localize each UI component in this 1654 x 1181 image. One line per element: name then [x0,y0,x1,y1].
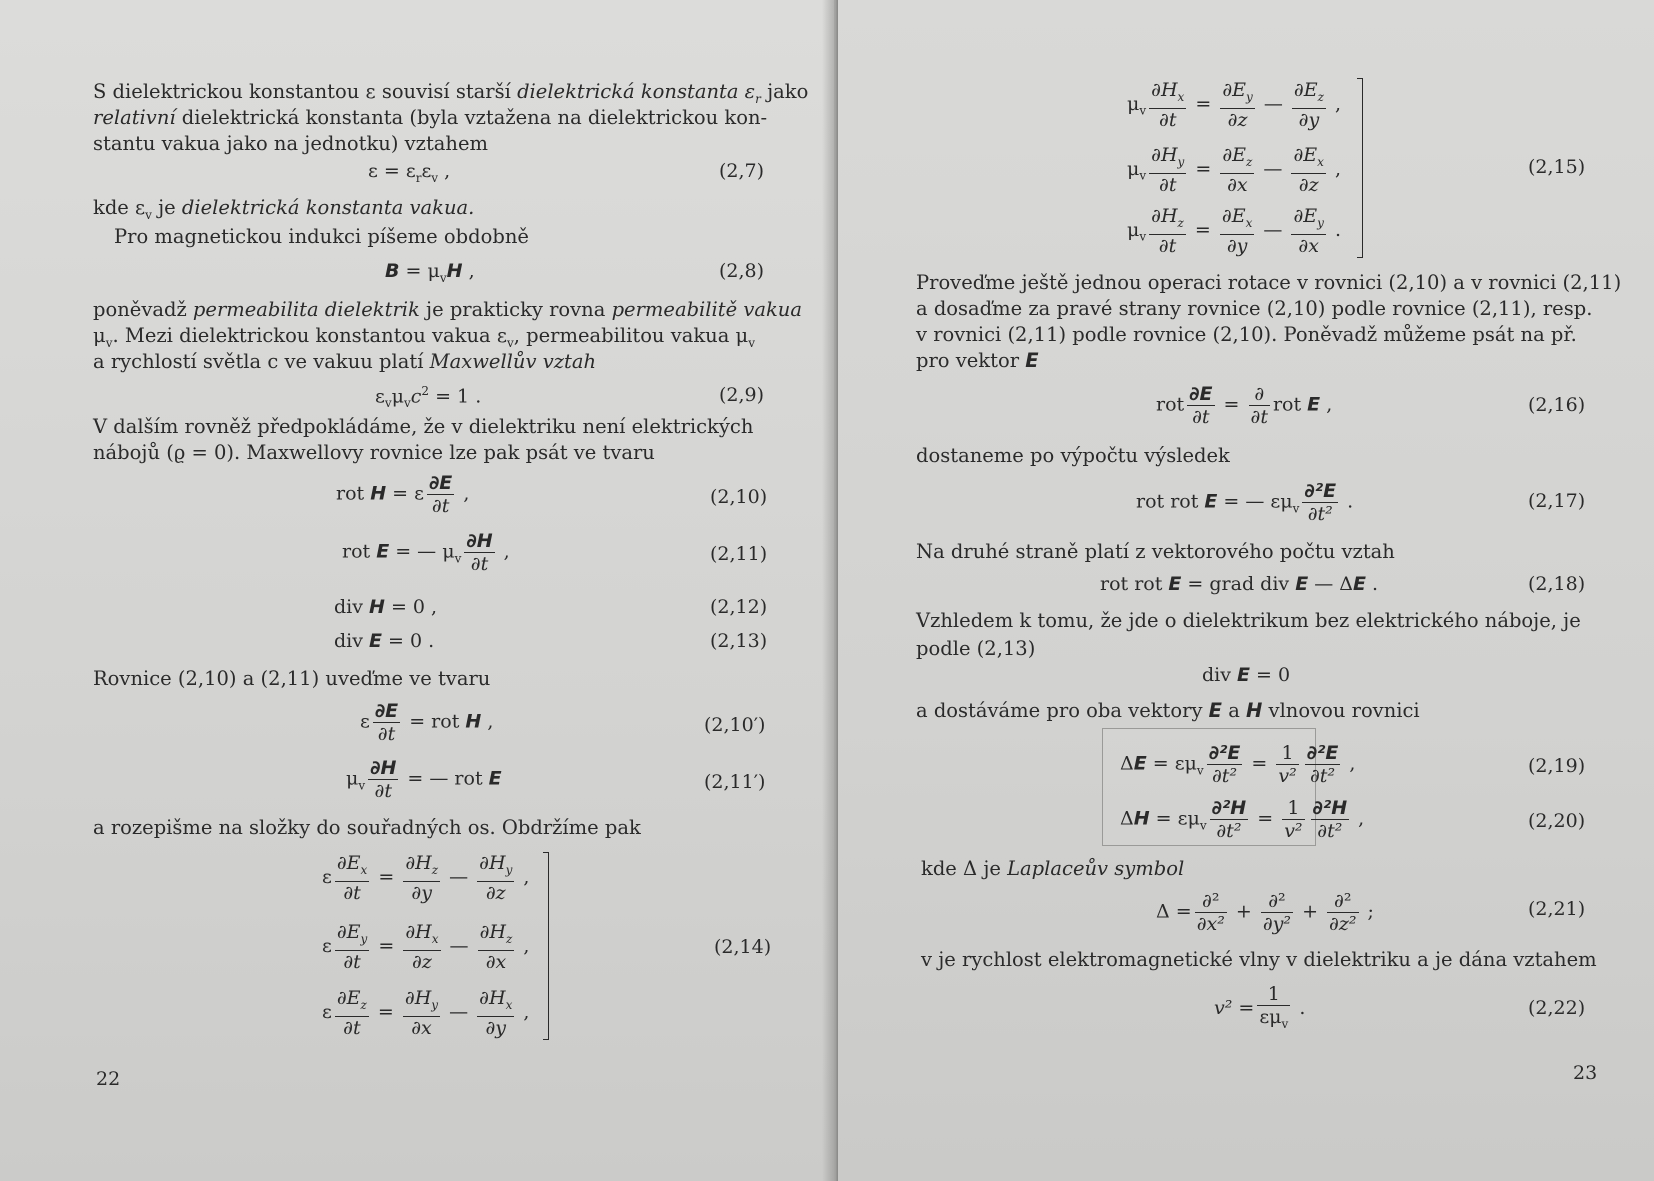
equation-number-2-20: (2,20) [1528,810,1586,832]
right-dostavame-line: a dostáváme pro oba vektory E a H vlnovou rovnici [916,699,1420,722]
fraction: $\frac{\text{∂²H}}{\text{∂t²}}$ [1211,797,1247,842]
fraction: $\frac{\partial E_z}{\partial y}$ [1293,79,1324,131]
equation-number-2-16: (2,16) [1528,394,1586,416]
equation-number-2-18: (2,18) [1528,573,1586,595]
fraction: $\frac{\partial E_y}{\partial x}$ [1293,205,1324,257]
fraction: $\frac{\partial H_y}{\partial z}$ [479,852,513,904]
fraction: $\frac{\partial H_z}{\partial y}$ [405,852,439,904]
left-para1-line3: stantu vakua jako na jednotku) vztahem [93,132,488,155]
equation-2-10-prime: ε $\frac{\partial E}{\partial t}$ = rot H , [360,700,494,745]
equation-number-2-9: (2,9) [719,384,765,406]
right-para2-line1: Vzhledem k tomu, že jde o dielektrikum bez elektrického náboje, je [916,609,1581,632]
fraction: $\frac{\partial H_x}{\partial z}$ [405,921,439,973]
equation-number-2-19: (2,19) [1528,755,1586,777]
equation-2-15-bracket [1360,78,1363,258]
fraction: $\frac{\text{∂²E}}{\text{∂t²}}$ [1304,480,1337,525]
equation-2-15-row-2: $\mu_v$ $\frac{\partial H_y}{\partial t}$ = $\frac{\partial E_z}{\partial x}$ — $\frac{\partial E_x}{\partial z}$ , [1127,144,1342,196]
right-para1-line3: v rovnici (2,11) podle rovnice (2,10). Poněvadž můžeme psát na př. [916,323,1577,346]
equation-2-22: v² = $\frac{1}{\varepsilon\mu_v}$ . [1214,983,1305,1035]
fraction: $\frac{\partial H_z}{\partial t}$ [1151,205,1184,257]
equation-2-11: rot E = — $\mu_v$ $\frac{\partial H}{\partial t}$ , [342,530,510,575]
fraction: $\frac{\partial E_y}{\partial t}$ [336,921,368,973]
equation-number-2-12: (2,12) [710,596,768,618]
equation-number-2-21: (2,21) [1528,898,1586,920]
equation-2-14-row-2: ε $\frac{\partial E_y}{\partial t}$ = $\frac{\partial H_x}{\partial z}$ — $\frac{\partial H_z}{\partial x}$ , [322,921,530,973]
equation-2-18: rot rot E = grad div E — ΔE . [1100,573,1379,595]
equation-2-14-bracket [546,852,549,1040]
right-dostaneme-line: dostaneme po výpočtu výsledek [916,444,1230,467]
fraction: $\frac{\partial E_x}{\partial z}$ [1293,144,1324,196]
fraction: $\frac{\partial E_y}{\partial z}$ [1222,79,1253,131]
right-kde-line: kde Δ je Laplaceův symbol [921,857,1185,880]
fraction: $\frac{\partial E_z}{\partial x}$ [1222,144,1253,196]
left-para3-line1: V dalším rovněž předpokládáme, že v dielektriku není elektrických [93,415,754,438]
equation-2-15-row-1: $\mu_v$ $\frac{\partial H_x}{\partial t}$ = $\frac{\partial E_y}{\partial z}$ — $\frac{\partial E_z}{\partial y}$ , [1127,79,1342,131]
fraction: $\frac{\partial H}{\partial t}$ [370,757,397,802]
fraction: $\frac{\text{∂²}}{\text{∂z²}}$ [1329,890,1357,935]
right-para2-line2: podle (2,13) [916,637,1036,660]
equation-2-7: $\varepsilon = \varepsilon_r\varepsilon_v$ , [368,160,451,185]
equation-number-2-11: (2,11) [710,543,768,565]
equation-number-2-22: (2,22) [1528,997,1586,1019]
equation-number-2-11-prime: (2,11′) [704,771,766,793]
equation-2-17: rot rot E = — $\varepsilon\mu_v$ $\frac{\text{∂²E}}{\text{∂t²}}$ . [1136,480,1354,525]
left-rozepisme-line: a rozepišme na složky do souřadných os. Obdržíme pak [93,816,641,839]
fraction: $\frac{\partial H_x}{\partial t}$ [1151,79,1185,131]
fraction: $\frac{\partial}{\partial t}$ [1250,383,1268,428]
equation-number-2-7: (2,7) [719,160,765,182]
equation-2-12: div H = 0 , [334,596,438,618]
fraction: $\frac{\text{∂²E}}{\text{∂t²}}$ [1208,742,1241,787]
equation-2-21: Δ = $\frac{\text{∂²}}{\text{∂x²}}$ + $\frac{\text{∂²}}{\text{∂y²}}$ + $\frac{\text{∂²}}{\text{∂z²}}$ ; [1156,890,1374,935]
left-para2-line1: poněvadž permeabilita dielektrik je prakticky rovna permeabilitě vakua [93,298,802,321]
fraction: $\frac{1}{\text{v²}}$ [1278,742,1297,787]
right-para1-line4: pro vektor E [916,349,1039,372]
equation-div-e: div E = 0 [1202,664,1291,686]
fraction: $\frac{\partial H_y}{\partial t}$ [1151,144,1185,196]
right-page [838,0,1654,1181]
fraction: $\frac{\partial H_z}{\partial x}$ [479,921,513,973]
fraction: $\frac{\partial E}{\partial t}$ [1189,383,1213,428]
fraction: $\frac{\partial E_x}{\partial y}$ [1221,205,1253,257]
equation-2-9: $\varepsilon_v\mu_vc^2 = 1$ . [375,384,482,411]
page-number-left: 22 [96,1068,121,1090]
fraction: $\frac{\partial E_x}{\partial t}$ [336,852,368,904]
left-rovnice-line: Rovnice (2,10) a (2,11) uveďme ve tvaru [93,667,491,690]
equation-2-10: rot H = ε $\frac{\partial E}{\partial t}$ , [336,472,470,517]
fraction: $\frac{\text{∂²E}}{\text{∂t²}}$ [1306,742,1339,787]
equation-number-2-10-prime: (2,10′) [704,714,766,736]
equation-2-11-prime: $\mu_v$ $\frac{\partial H}{\partial t}$ = — rot E [346,757,502,802]
right-para1-line2: a dosaďme za pravé strany rovnice (2,10) podle rovnice (2,11), resp. [916,297,1593,320]
left-para1-line2: relativní dielektrická konstanta (byla vztažena na dielektrickou kon- [93,106,768,129]
fraction: $\frac{\text{∂²H}}{\text{∂t²}}$ [1312,797,1348,842]
equation-2-19: $\Delta E = \varepsilon\mu_v$ $\frac{\text{∂²E}}{\text{∂t²}}$ = $\frac{1}{\text{v²}}$ $\frac{\text{∂²E}}{\text{∂t²}}$ , [1120,742,1356,787]
fraction: $\frac{\text{∂²}}{\text{∂x²}}$ [1196,890,1225,935]
equation-2-14-row-1: ε $\frac{\partial E_x}{\partial t}$ = $\frac{\partial H_z}{\partial y}$ — $\frac{\partial H_y}{\partial z}$ , [322,852,530,904]
right-na-druhe-line: Na druhé straně platí z vektorového počtu vztah [916,540,1395,563]
equation-2-16: rot $\frac{\partial E}{\partial t}$ = $\frac{\partial}{\partial t}$ rot E , [1156,383,1333,428]
equation-2-20: $\Delta H = \varepsilon\mu_v$ $\frac{\text{∂²H}}{\text{∂t²}}$ = $\frac{1}{\text{v²}}$ $\frac{\text{∂²H}}{\text{∂t²}}$ , [1120,797,1365,842]
right-v-line: v je rychlost elektromagnetické vlny v dielektriku a je dána vztahem [921,948,1597,971]
equation-number-2-13: (2,13) [710,630,768,652]
fraction: $\frac{\partial E}{\partial t}$ [428,472,453,517]
equation-number-2-15: (2,15) [1528,156,1586,178]
fraction: $\frac{\partial H_x}{\partial y}$ [479,987,513,1039]
fraction: $\frac{\partial E_z}{\partial t}$ [336,987,367,1039]
equation-number-2-10: (2,10) [710,486,768,508]
fraction: $\frac{\text{∂²}}{\text{∂y²}}$ [1262,890,1292,935]
equation-number-2-14: (2,14) [714,936,772,958]
fraction: $\frac{1}{\text{v²}}$ [1284,797,1303,842]
equation-2-14-row-3: ε $\frac{\partial E_z}{\partial t}$ = $\frac{\partial H_y}{\partial x}$ — $\frac{\partial H_x}{\partial y}$ , [322,987,530,1039]
fraction: $\frac{\partial H}{\partial t}$ [466,530,493,575]
equation-2-15-row-3: $\mu_v$ $\frac{\partial H_z}{\partial t}$ = $\frac{\partial E_x}{\partial y}$ — $\frac{\partial E_y}{\partial x}$ . [1127,205,1342,257]
right-para1-line1: Proveďme ještě jednou operaci rotace v rovnici (2,10) a v rovnici (2,11) [916,271,1622,294]
left-para2-line3: a rychlostí světla c ve vakuu platí Maxwellův vztah [93,350,597,373]
equation-number-2-17: (2,17) [1528,490,1586,512]
left-kde-line: kde $\varepsilon_v$ je dielektrická konstanta vakua. [93,196,475,222]
fraction: $\frac{\partial H_y}{\partial x}$ [404,987,439,1039]
fraction: $\frac{1}{\varepsilon\mu_v}$ [1259,983,1289,1031]
equation-2-8: $B = \mu_vH$ , [385,260,475,285]
equation-2-13: div E = 0 . [334,630,435,652]
left-para3-line2: nábojů (ϱ = 0). Maxwellovy rovnice lze pak psát ve tvaru [93,441,655,464]
left-para2-line2: $\mu_v$. Mezi dielektrickou konstantou vakua $\varepsilon_v$, permeabilitou vakua $\mu_v$ [93,324,755,350]
page-number-right: 23 [1573,1062,1598,1084]
left-para1-line1: S dielektrickou konstantou ε souvisí starší dielektrická konstanta $\varepsilon_r$ jako [93,80,809,106]
equation-number-2-8: (2,8) [719,260,765,282]
left-pro-line: Pro magnetickou indukci píšeme obdobně [114,225,529,248]
fraction: $\frac{\partial E}{\partial t}$ [374,700,399,745]
